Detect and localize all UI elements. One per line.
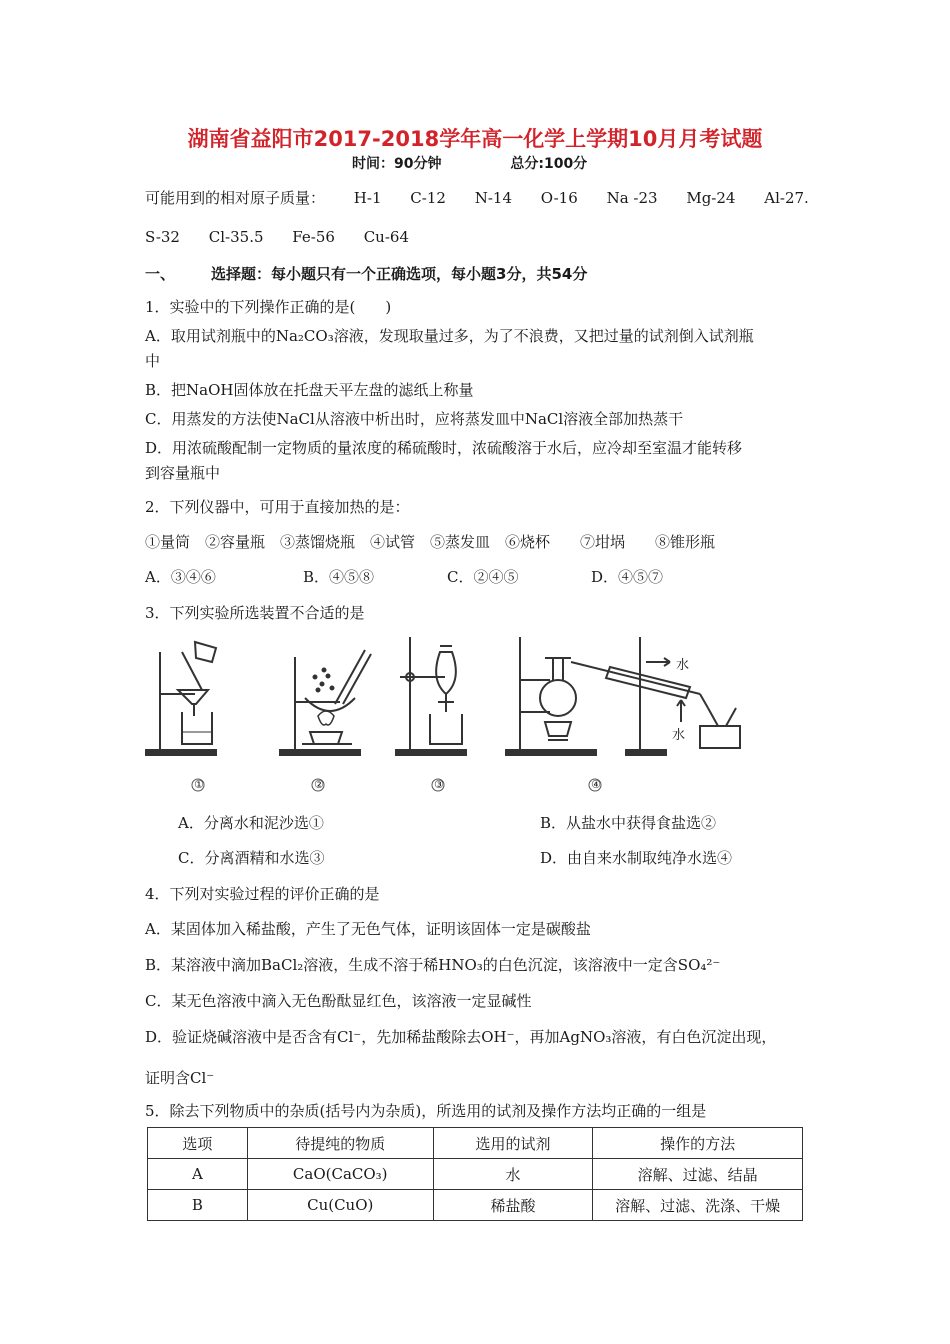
table-header: 选项 bbox=[148, 1128, 248, 1159]
apparatus-figure bbox=[140, 632, 760, 802]
table-cell: Cu(CuO) bbox=[247, 1190, 433, 1221]
table-header: 待提纯的物质 bbox=[247, 1128, 433, 1159]
q2-options bbox=[145, 566, 663, 587]
mass-item: Cl-35.5 bbox=[208, 228, 264, 246]
table-row bbox=[148, 1159, 803, 1190]
q3-option-a: A．分离水和泥沙选① bbox=[178, 814, 324, 832]
q1-option-a: A．取用试剂瓶中的Na₂CO₃溶液，发现取量过多，为了不浪费，又把过量的试剂倒入试剂瓶 bbox=[145, 327, 754, 345]
section-text: 选择题：每小题只有一个正确选项，每小题3分，共54分 bbox=[211, 265, 588, 283]
filtration-apparatus bbox=[146, 642, 216, 755]
atomic-mass-row2 bbox=[145, 228, 433, 246]
mass-item: Na -23 bbox=[606, 189, 658, 207]
table-header: 操作的方法 bbox=[593, 1128, 803, 1159]
mass-item: H-1 bbox=[353, 189, 382, 207]
mass-item: N-14 bbox=[474, 189, 512, 207]
q4-option-c: C．某无色溶液中滴入无色酚酞显红色，该溶液一定显碱性 bbox=[145, 992, 532, 1010]
q1-option-d: D．用浓硫酸配制一定物质的量浓度的稀硫酸时，浓硫酸溶于水后，应冷却至室温才能转移 bbox=[145, 439, 743, 457]
q4-option-b: B．某溶液中滴加BaCl₂溶液，生成不溶于稀HNO₃的白色沉淀，该溶液中一定含SO₄²⁻ bbox=[145, 956, 721, 974]
table-cell: 溶解、过滤、结晶 bbox=[593, 1159, 803, 1190]
mass-item: Fe-56 bbox=[292, 228, 335, 246]
q1-option-c: C．用蒸发的方法使NaCl从溶液中析出时，应将蒸发皿中NaCl溶液全部加热蒸干 bbox=[145, 410, 684, 428]
water-in-label: 水 bbox=[672, 728, 686, 743]
figure-label-3: ③ bbox=[434, 778, 444, 791]
figure-label-1: ① bbox=[194, 778, 204, 791]
table-cell: 溶解、过滤、洗涤、干燥 bbox=[593, 1190, 803, 1221]
q4-stem: 4．下列对实验过程的评价正确的是 bbox=[145, 885, 380, 903]
q1-option-a-cont: 中 bbox=[145, 352, 161, 370]
q1-option-b: B．把NaOH固体放在托盘天平左盘的滤纸上称量 bbox=[145, 381, 474, 399]
section-heading bbox=[145, 263, 587, 284]
q2-items: ①量筒 ②容量瓶 ③蒸馏烧瓶 ④试管 ⑤蒸发皿 ⑥烧杯 ⑦坩埚 ⑧锥形瓶 bbox=[145, 533, 716, 551]
table-cell: A bbox=[148, 1159, 248, 1190]
mass-item: S-32 bbox=[145, 228, 180, 246]
table-row bbox=[148, 1190, 803, 1221]
exam-title: 湖南省益阳市2017-2018学年高一化学上学期10月月考试题 bbox=[187, 127, 763, 151]
table-cell: B bbox=[148, 1190, 248, 1221]
q2-option-a: A．③④⑥ bbox=[145, 568, 216, 586]
water-out-label: 水 bbox=[676, 658, 690, 673]
section-number: 一、 bbox=[145, 265, 176, 283]
q3-option-b: B．从盐水中获得食盐选② bbox=[540, 814, 717, 832]
q5-table bbox=[147, 1127, 803, 1221]
distillation-apparatus bbox=[506, 637, 740, 755]
q4-option-d: D．验证烧碱溶液中是否含有Cl⁻，先加稀盐酸除去OH⁻，再加AgNO₃溶液，有白色沉淀出现， bbox=[145, 1028, 777, 1046]
separatory-funnel-apparatus bbox=[396, 637, 466, 755]
q3-option-d: D．由自来水制取纯净水选④ bbox=[540, 849, 733, 867]
q5-stem: 5．除去下列物质中的杂质(括号内为杂质)，所选用的试剂及操作方法均正确的一组是 bbox=[145, 1102, 707, 1120]
q2-option-c: C．②④⑤ bbox=[447, 568, 519, 586]
table-cell: 稀盐酸 bbox=[433, 1190, 593, 1221]
exam-meta bbox=[352, 153, 651, 173]
q2-option-b: B．④⑤⑧ bbox=[303, 568, 375, 586]
table-header-row bbox=[148, 1128, 803, 1159]
q3-option-c: C．分离酒精和水选③ bbox=[178, 849, 325, 867]
q4-option-a: A．某固体加入稀盐酸，产生了无色气体，证明该固体一定是碳酸盐 bbox=[145, 920, 591, 938]
figure-label-4: ④ bbox=[591, 778, 601, 791]
mass-item: Cu-64 bbox=[363, 228, 409, 246]
mass-item: O-16 bbox=[540, 189, 578, 207]
mass-item: Al-27. bbox=[764, 189, 809, 207]
mass-item: Mg-24 bbox=[686, 189, 736, 207]
atomic-mass-intro: 可能用到的相对原子质量： bbox=[145, 189, 326, 207]
exam-score: 总分:100分 bbox=[510, 156, 588, 172]
table-header: 选用的试剂 bbox=[433, 1128, 593, 1159]
figure-label-2: ② bbox=[314, 778, 324, 791]
exam-time: 时间：90分钟 bbox=[352, 156, 442, 172]
q1-stem: 1．实验中的下列操作正确的是( ) bbox=[145, 298, 392, 316]
atomic-mass-row1 bbox=[145, 187, 809, 208]
table-cell: 水 bbox=[433, 1159, 593, 1190]
evaporation-apparatus bbox=[280, 650, 371, 755]
mass-item: C-12 bbox=[410, 189, 446, 207]
q4-option-d-cont: 证明含Cl⁻ bbox=[145, 1069, 215, 1087]
q3-stem: 3．下列实验所选装置不合适的是 bbox=[145, 604, 365, 622]
table-cell: CaO(CaCO₃) bbox=[247, 1159, 433, 1190]
q2-stem: 2．下列仪器中，可用于直接加热的是： bbox=[145, 498, 410, 516]
q1-option-d-cont: 到容量瓶中 bbox=[145, 464, 221, 482]
q2-option-d: D．④⑤⑦ bbox=[591, 568, 664, 586]
